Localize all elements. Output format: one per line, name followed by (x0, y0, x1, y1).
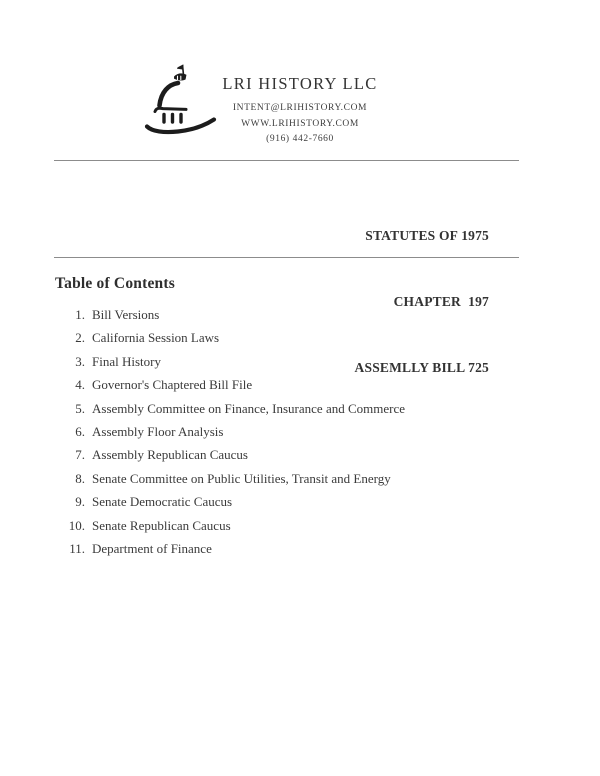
statutes-line: STATUTES OF 1975 (365, 228, 489, 243)
toc-item-number: 2. (75, 330, 85, 346)
toc-item (55, 514, 525, 537)
company-phone: (916) 442-7660 (266, 134, 334, 144)
toc-item-label: Final History (92, 353, 161, 369)
toc-item-label: Department of Finance (92, 541, 212, 557)
toc-item-label: Senate Democratic Caucus (92, 494, 233, 510)
divider-top (54, 160, 519, 161)
toc-item (55, 303, 525, 326)
toc-item (55, 373, 525, 396)
toc-item-number: 11. (69, 541, 85, 557)
toc-item-number: 4. (75, 377, 85, 393)
toc-item-number: 9. (75, 494, 85, 510)
letterhead-text (0, 75, 600, 148)
toc-item (55, 326, 525, 349)
toc-item-number: 6. (75, 424, 85, 440)
toc-item-number: 7. (75, 447, 85, 463)
toc-item (55, 397, 525, 420)
chapter-line: CHAPTER 197 (393, 294, 489, 309)
toc-item-label: Bill Versions (92, 307, 160, 322)
toc-item-number: 8. (75, 470, 85, 486)
bill-line: ASSEMLLY BILL 725 (354, 360, 489, 375)
toc-title: Table of Contents (55, 275, 175, 292)
toc-item-number: 10. (68, 517, 85, 533)
toc-item-label: Senate Committee on Public Utilities, Transit and Energy (92, 470, 391, 486)
company-name: LRI HISTORY LLC (222, 74, 378, 93)
toc-item-label: Senate Republican Caucus (92, 517, 231, 533)
toc-item-label: Assembly Floor Analysis (92, 424, 224, 440)
toc-item-label: Assembly Republican Caucus (92, 447, 248, 463)
toc-item (55, 467, 525, 490)
toc-item (55, 443, 525, 466)
toc-item (55, 490, 525, 513)
letterhead (0, 0, 600, 160)
company-email: INTENT@LRIHISTORY.COM (232, 103, 368, 113)
toc-item-label: Governor's Chaptered Bill File (92, 377, 253, 393)
toc-item-number: 5. (75, 400, 85, 416)
divider-bottom (54, 257, 519, 258)
toc-item-number: 1. (75, 307, 85, 322)
toc-item-number: 3. (75, 353, 85, 369)
toc-item-label: California Session Laws (92, 330, 220, 346)
toc-item (55, 537, 525, 560)
toc-item-label: Assembly Committee on Finance, Insurance and Commerce (92, 400, 406, 416)
toc-item (55, 350, 525, 373)
table-of-contents (55, 303, 525, 560)
company-website: WWW.LRIHISTORY.COM (241, 118, 359, 129)
toc-item (55, 420, 525, 443)
